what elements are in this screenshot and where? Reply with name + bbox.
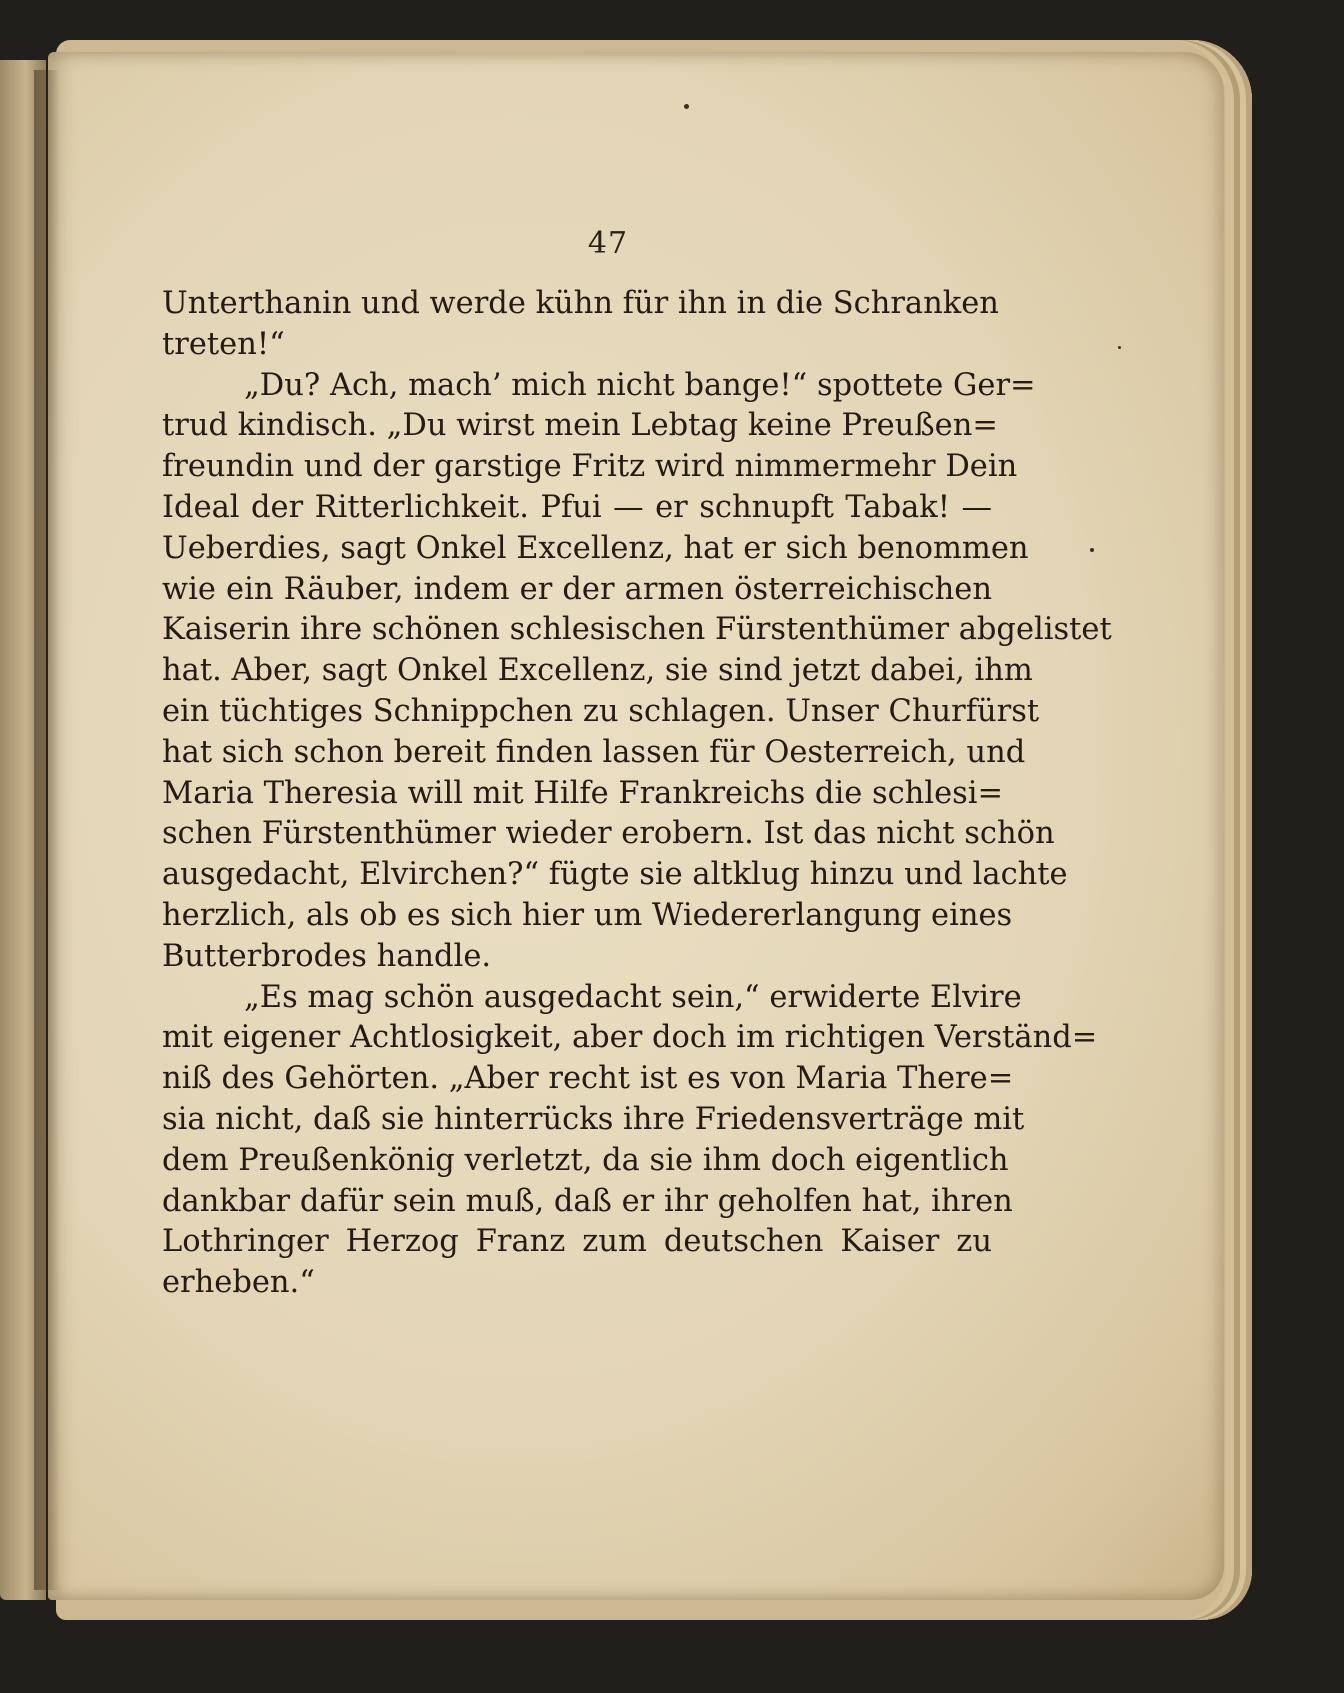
text-line: niß des Gehörten. „Aber recht ist es von Maria There=	[162, 1061, 1014, 1097]
text-line: Ueberdies, sagt Onkel Excellenz, hat er sich benommen	[162, 530, 1029, 566]
text-line: Maria Theresia will mit Hilfe Frankreichs die schlesi=	[162, 775, 1004, 811]
text-line: Butterbrodes handle.	[162, 938, 492, 974]
paper-speck	[684, 104, 689, 109]
text-line: schen Fürstenthümer wieder erobern. Ist das nicht schön	[162, 816, 1055, 852]
body-text	[162, 284, 1112, 1304]
text-line: Lothringer Herzog Franz zum deutschen Kaiser zu	[162, 1224, 992, 1260]
text-line: wie ein Räuber, indem er der armen österreichischen	[162, 571, 992, 607]
text-line: „Es mag schön ausgedacht sein,“ erwiderte Elvire	[244, 979, 1022, 1015]
spine-shadow	[34, 70, 60, 1590]
text-line: dankbar dafür sein muß, daß er ihr geholfen hat, ihren	[162, 1183, 1013, 1219]
text-line: hat. Aber, sagt Onkel Excellenz, sie sind jetzt dabei, ihm	[162, 653, 1033, 689]
text-line: dem Preußenkönig verletzt, da sie ihm doch eigentlich	[162, 1142, 1009, 1178]
paper-speck	[1118, 346, 1121, 349]
text-line: treten!“	[162, 326, 285, 362]
text-line: erheben.“	[162, 1265, 315, 1301]
paper-speck	[1090, 548, 1094, 552]
text-line: herzlich, als ob es sich hier um Wiedererlangung eines	[162, 897, 1013, 933]
text-line: ausgedacht, Elvirchen?“ fügte sie altklug hinzu und lachte	[162, 857, 1068, 893]
text-line: „Du? Ach, mach’ mich nicht bange!“ spottete Ger=	[244, 367, 1036, 403]
text-line: Ideal der Ritterlichkeit. Pfui — er schnupft Tabak! —	[162, 489, 992, 525]
text-line: sia nicht, daß sie hinterrücks ihre Friedensverträge mit	[162, 1101, 1025, 1137]
text-line: Kaiserin ihre schönen schlesischen Fürstenthümer abgelistet	[162, 612, 1112, 648]
text-line: hat sich schon bereit finden lassen für Oesterreich, und	[162, 734, 1026, 770]
text-line: freundin und der garstige Fritz wird nimmermehr Dein	[162, 449, 1018, 485]
page-number: 47	[587, 226, 629, 261]
text-line: ein tüchtiges Schnippchen zu schlagen. Unser Churfürst	[162, 693, 1040, 729]
text-line: trud kindisch. „Du wirst mein Lebtag keine Preußen=	[162, 408, 998, 444]
text-line: mit eigener Achtlosigkeit, aber doch im richtigen Verständ=	[162, 1020, 1098, 1056]
text-line: Unterthanin und werde kühn für ihn in die Schranken	[162, 286, 999, 321]
